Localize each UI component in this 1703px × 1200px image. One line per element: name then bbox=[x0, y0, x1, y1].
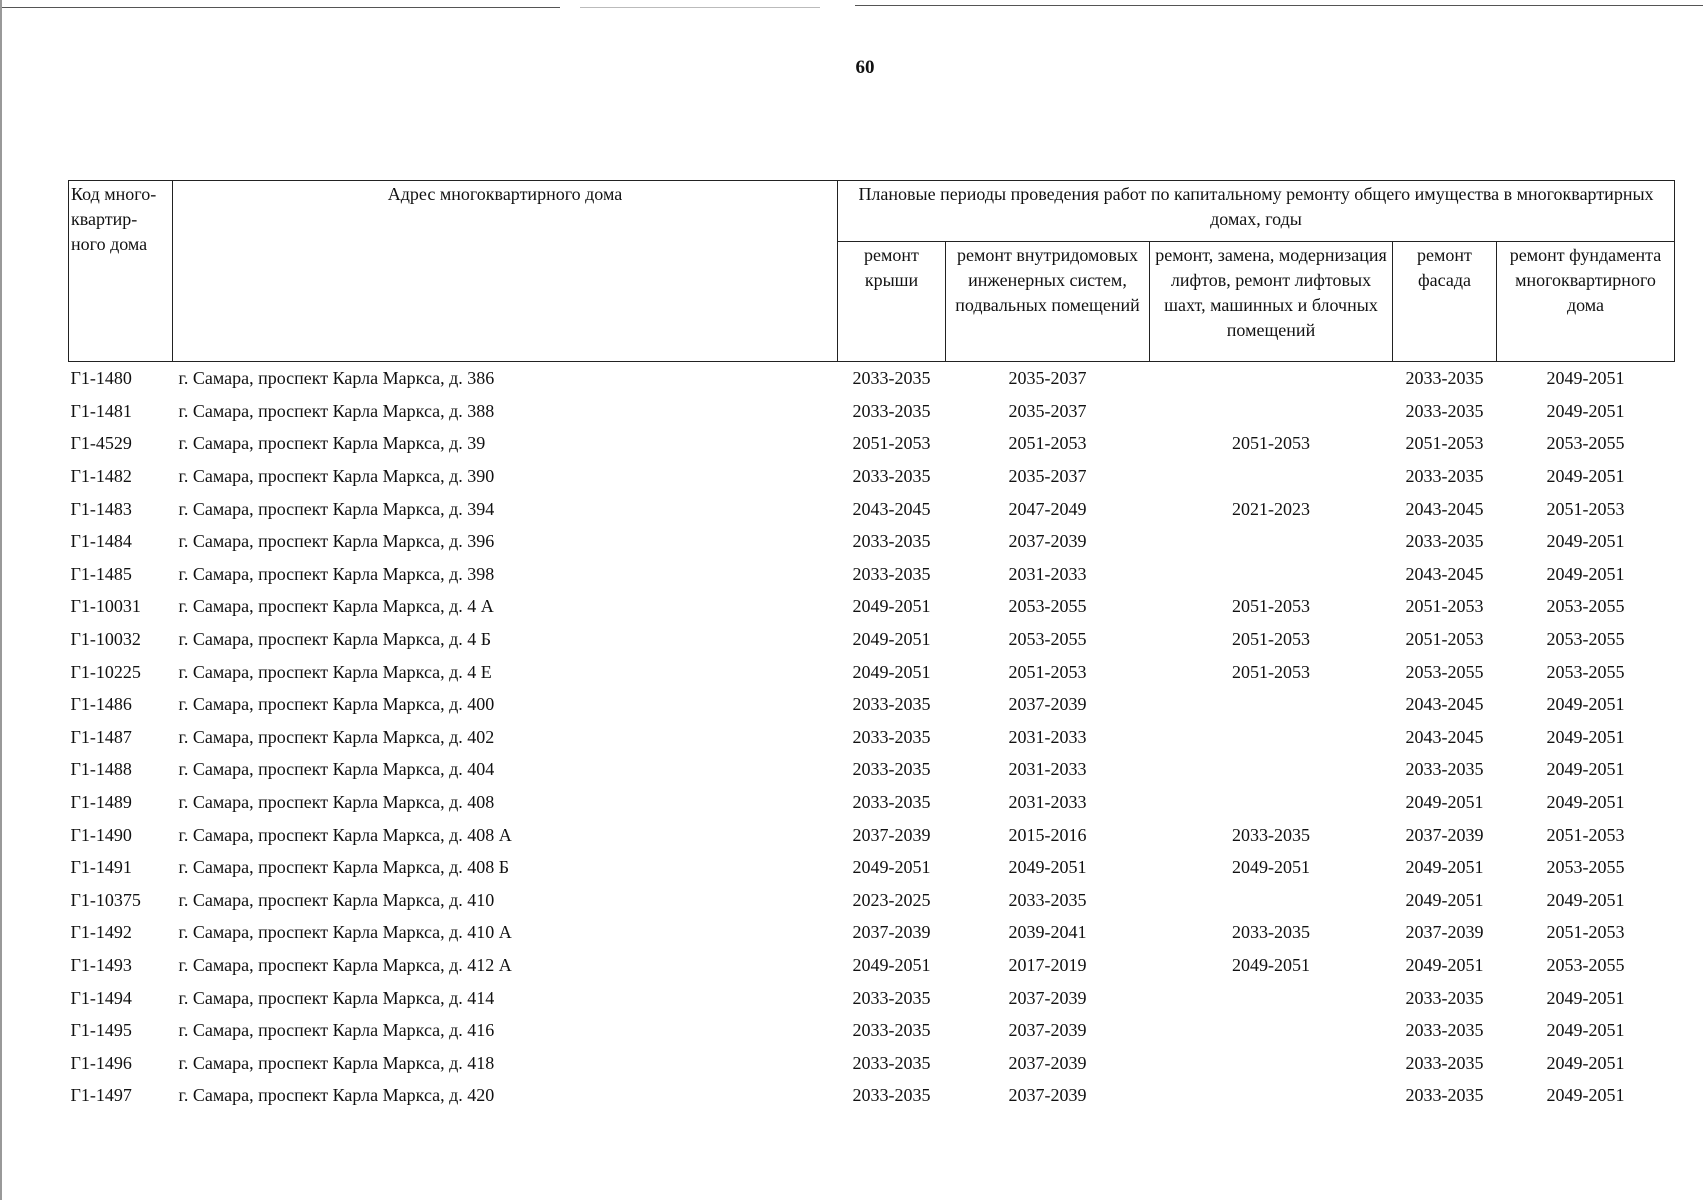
cell-roof: 2033-2035 bbox=[852, 563, 931, 584]
cell-engineering: 2035-2037 bbox=[1008, 368, 1087, 389]
table-row bbox=[69, 655, 1675, 688]
header-elevators: ремонт, замена, модернизация лифтов, ремонт лифтовых шахт, машинных и блочных помещений bbox=[1150, 242, 1393, 362]
cell-foundation: 2049-2051 bbox=[1546, 889, 1625, 910]
cell-facade: 2033-2035 bbox=[1405, 1020, 1484, 1041]
cell-code: Г1-1484 bbox=[70, 531, 132, 552]
cell-engineering: 2037-2039 bbox=[1008, 1085, 1087, 1106]
cell-roof: 2049-2051 bbox=[852, 954, 931, 975]
cell-roof: 2049-2051 bbox=[852, 661, 931, 682]
cell-address: г. Самара, проспект Карла Маркса, д. 410 bbox=[178, 889, 495, 910]
cell-elevators bbox=[1150, 721, 1393, 754]
cell-address: г. Самара, проспект Карла Маркса, д. 410 А bbox=[178, 922, 512, 943]
cell-elevators bbox=[1150, 753, 1393, 786]
cell-address: г. Самара, проспект Карла Маркса, д. 398 bbox=[178, 563, 495, 584]
table-row bbox=[69, 1079, 1675, 1112]
cell-facade: 2033-2035 bbox=[1405, 1052, 1484, 1073]
cell-code: Г1-10225 bbox=[70, 661, 141, 682]
scan-edge-line bbox=[855, 5, 1703, 6]
cell-foundation: 2049-2051 bbox=[1546, 987, 1625, 1008]
cell-address: г. Самара, проспект Карла Маркса, д. 4 Е bbox=[178, 661, 492, 682]
cell-roof: 2033-2035 bbox=[852, 531, 931, 552]
cell-elevators bbox=[1150, 688, 1393, 721]
cell-address: г. Самара, проспект Карла Маркса, д. 394 bbox=[178, 498, 495, 519]
cell-elevators: 2033-2035 bbox=[1232, 922, 1310, 943]
cell-address: г. Самара, проспект Карла Маркса, д. 400 bbox=[178, 694, 495, 715]
cell-code: Г1-4529 bbox=[70, 433, 132, 454]
cell-elevators bbox=[1150, 460, 1393, 493]
cell-address: г. Самара, проспект Карла Маркса, д. 402 bbox=[178, 726, 495, 747]
table-row bbox=[69, 395, 1675, 428]
table-row bbox=[69, 1046, 1675, 1079]
table-row bbox=[69, 362, 1675, 395]
header-periods: Плановые периоды проведения работ по капитальному ремонту общего имущества в многоквартирных домах, годы bbox=[838, 181, 1675, 242]
cell-engineering: 2031-2033 bbox=[1008, 792, 1087, 813]
cell-engineering: 2037-2039 bbox=[1008, 987, 1087, 1008]
table-row bbox=[69, 688, 1675, 721]
cell-code: Г1-1493 bbox=[70, 954, 132, 975]
cell-address: г. Самара, проспект Карла Маркса, д. 4 А bbox=[178, 596, 494, 617]
table-row bbox=[69, 786, 1675, 819]
cell-engineering: 2053-2055 bbox=[1008, 596, 1087, 617]
cell-facade: 2043-2045 bbox=[1405, 498, 1484, 519]
cell-roof: 2037-2039 bbox=[852, 922, 931, 943]
cell-roof: 2033-2035 bbox=[852, 1052, 931, 1073]
cell-roof: 2033-2035 bbox=[852, 1020, 931, 1041]
cell-code: Г1-10032 bbox=[70, 629, 141, 650]
cell-engineering: 2033-2035 bbox=[1008, 889, 1087, 910]
cell-elevators bbox=[1150, 786, 1393, 819]
cell-foundation: 2049-2051 bbox=[1546, 1020, 1625, 1041]
cell-code: Г1-1482 bbox=[70, 466, 132, 487]
cell-code: Г1-1488 bbox=[70, 759, 132, 780]
cell-address: г. Самара, проспект Карла Маркса, д. 404 bbox=[178, 759, 495, 780]
header-roof: ремонт крыши bbox=[838, 242, 946, 362]
cell-foundation: 2049-2051 bbox=[1546, 531, 1625, 552]
cell-facade: 2033-2035 bbox=[1405, 531, 1484, 552]
cell-engineering: 2031-2033 bbox=[1008, 563, 1087, 584]
cell-code: Г1-1487 bbox=[70, 726, 132, 747]
cell-engineering: 2053-2055 bbox=[1008, 629, 1087, 650]
cell-address: г. Самара, проспект Карла Маркса, д. 39 bbox=[178, 433, 486, 454]
header-code: Код много-квартир-ного дома bbox=[69, 181, 173, 362]
table-row bbox=[69, 949, 1675, 982]
cell-roof: 2033-2035 bbox=[852, 694, 931, 715]
cell-elevators: 2033-2035 bbox=[1232, 824, 1310, 845]
cell-roof: 2033-2035 bbox=[852, 400, 931, 421]
cell-foundation: 2053-2055 bbox=[1546, 596, 1625, 617]
header-foundation: ремонт фундамента многоквартирного дома bbox=[1497, 242, 1675, 362]
cell-engineering: 2031-2033 bbox=[1008, 759, 1087, 780]
header-engineering: ремонт внутридомовых инженерных систем, подвальных помещений bbox=[946, 242, 1150, 362]
header-address: Адрес многоквартирного дома bbox=[173, 181, 838, 362]
table-row bbox=[69, 721, 1675, 754]
cell-elevators: 2049-2051 bbox=[1232, 857, 1310, 878]
cell-code: Г1-1490 bbox=[70, 824, 132, 845]
header-facade: ремонт фасада bbox=[1393, 242, 1497, 362]
cell-foundation: 2053-2055 bbox=[1546, 629, 1625, 650]
cell-roof: 2049-2051 bbox=[852, 857, 931, 878]
cell-foundation: 2051-2053 bbox=[1546, 824, 1625, 845]
table-row bbox=[69, 460, 1675, 493]
table-row bbox=[69, 1014, 1675, 1047]
cell-engineering: 2047-2049 bbox=[1008, 498, 1087, 519]
cell-facade: 2033-2035 bbox=[1405, 759, 1484, 780]
cell-code: Г1-10375 bbox=[70, 889, 141, 910]
cell-address: г. Самара, проспект Карла Маркса, д. 388 bbox=[178, 400, 495, 421]
cell-engineering: 2037-2039 bbox=[1008, 1052, 1087, 1073]
cell-engineering: 2049-2051 bbox=[1008, 857, 1087, 878]
cell-elevators bbox=[1150, 884, 1393, 917]
cell-elevators: 2051-2053 bbox=[1232, 433, 1310, 454]
cell-engineering: 2015-2016 bbox=[1008, 824, 1087, 845]
table-row bbox=[69, 558, 1675, 591]
cell-code: Г1-1496 bbox=[70, 1052, 132, 1073]
cell-elevators: 2051-2053 bbox=[1232, 596, 1310, 617]
cell-elevators: 2051-2053 bbox=[1232, 661, 1310, 682]
cell-facade: 2051-2053 bbox=[1405, 596, 1484, 617]
cell-roof: 2049-2051 bbox=[852, 629, 931, 650]
cell-address: г. Самара, проспект Карла Маркса, д. 420 bbox=[178, 1085, 495, 1106]
cell-roof: 2049-2051 bbox=[852, 596, 931, 617]
cell-facade: 2033-2035 bbox=[1405, 987, 1484, 1008]
cell-roof: 2033-2035 bbox=[852, 1085, 931, 1106]
cell-code: Г1-1495 bbox=[70, 1020, 132, 1041]
cell-facade: 2033-2035 bbox=[1405, 1085, 1484, 1106]
table-row bbox=[69, 427, 1675, 460]
cell-elevators: 2051-2053 bbox=[1232, 629, 1310, 650]
cell-elevators bbox=[1150, 362, 1393, 395]
cell-code: Г1-1483 bbox=[70, 498, 132, 519]
cell-address: г. Самара, проспект Карла Маркса, д. 390 bbox=[178, 466, 495, 487]
cell-facade: 2037-2039 bbox=[1405, 922, 1484, 943]
cell-foundation: 2053-2055 bbox=[1546, 954, 1625, 975]
cell-elevators: 2021-2023 bbox=[1232, 498, 1310, 519]
cell-address: г. Самара, проспект Карла Маркса, д. 418 bbox=[178, 1052, 495, 1073]
page-number: 60 bbox=[855, 57, 875, 78]
scan-edge-line bbox=[580, 7, 820, 8]
cell-engineering: 2051-2053 bbox=[1008, 433, 1087, 454]
table-header bbox=[69, 181, 1675, 362]
cell-foundation: 2049-2051 bbox=[1546, 792, 1625, 813]
cell-engineering: 2037-2039 bbox=[1008, 531, 1087, 552]
cell-foundation: 2049-2051 bbox=[1546, 726, 1625, 747]
cell-code: Г1-1481 bbox=[70, 400, 132, 421]
cell-facade: 2033-2035 bbox=[1405, 368, 1484, 389]
table-row bbox=[69, 753, 1675, 786]
cell-facade: 2049-2051 bbox=[1405, 954, 1484, 975]
table-row bbox=[69, 590, 1675, 623]
cell-address: г. Самара, проспект Карла Маркса, д. 408 Б bbox=[178, 857, 510, 878]
cell-engineering: 2035-2037 bbox=[1008, 466, 1087, 487]
cell-address: г. Самара, проспект Карла Маркса, д. 412 А bbox=[178, 954, 512, 975]
cell-facade: 2049-2051 bbox=[1405, 889, 1484, 910]
repair-schedule-table-container bbox=[68, 180, 1675, 1112]
cell-engineering: 2051-2053 bbox=[1008, 661, 1087, 682]
cell-elevators bbox=[1150, 1014, 1393, 1047]
table-row bbox=[69, 884, 1675, 917]
cell-foundation: 2053-2055 bbox=[1546, 433, 1625, 454]
cell-foundation: 2049-2051 bbox=[1546, 368, 1625, 389]
cell-roof: 2033-2035 bbox=[852, 759, 931, 780]
table-row bbox=[69, 525, 1675, 558]
cell-code: Г1-1494 bbox=[70, 987, 132, 1008]
table-row bbox=[69, 916, 1675, 949]
cell-code: Г1-10031 bbox=[70, 596, 141, 617]
cell-engineering: 2037-2039 bbox=[1008, 694, 1087, 715]
cell-facade: 2037-2039 bbox=[1405, 824, 1484, 845]
table-row bbox=[69, 981, 1675, 1014]
cell-code: Г1-1497 bbox=[70, 1085, 132, 1106]
cell-roof: 2033-2035 bbox=[852, 466, 931, 487]
repair-schedule-table bbox=[68, 180, 1675, 1112]
cell-elevators bbox=[1150, 981, 1393, 1014]
cell-foundation: 2051-2053 bbox=[1546, 498, 1625, 519]
cell-code: Г1-1489 bbox=[70, 792, 132, 813]
cell-facade: 2049-2051 bbox=[1405, 792, 1484, 813]
cell-foundation: 2053-2055 bbox=[1546, 661, 1625, 682]
cell-foundation: 2049-2051 bbox=[1546, 759, 1625, 780]
table-row bbox=[69, 623, 1675, 656]
cell-address: г. Самара, проспект Карла Маркса, д. 396 bbox=[178, 531, 495, 552]
table-row bbox=[69, 492, 1675, 525]
cell-code: Г1-1492 bbox=[70, 922, 132, 943]
cell-foundation: 2053-2055 bbox=[1546, 857, 1625, 878]
cell-elevators bbox=[1150, 558, 1393, 591]
cell-foundation: 2049-2051 bbox=[1546, 466, 1625, 487]
cell-facade: 2053-2055 bbox=[1405, 661, 1484, 682]
cell-facade: 2049-2051 bbox=[1405, 857, 1484, 878]
cell-roof: 2023-2025 bbox=[852, 889, 931, 910]
cell-facade: 2043-2045 bbox=[1405, 694, 1484, 715]
cell-foundation: 2049-2051 bbox=[1546, 400, 1625, 421]
cell-facade: 2051-2053 bbox=[1405, 433, 1484, 454]
cell-elevators: 2049-2051 bbox=[1232, 954, 1310, 975]
cell-facade: 2043-2045 bbox=[1405, 563, 1484, 584]
cell-code: Г1-1486 bbox=[70, 694, 132, 715]
cell-roof: 2037-2039 bbox=[852, 824, 931, 845]
cell-elevators bbox=[1150, 395, 1393, 428]
cell-foundation: 2049-2051 bbox=[1546, 1052, 1625, 1073]
cell-address: г. Самара, проспект Карла Маркса, д. 386 bbox=[178, 368, 495, 389]
cell-address: г. Самара, проспект Карла Маркса, д. 4 Б bbox=[178, 629, 492, 650]
cell-roof: 2033-2035 bbox=[852, 726, 931, 747]
cell-facade: 2043-2045 bbox=[1405, 726, 1484, 747]
cell-address: г. Самара, проспект Карла Маркса, д. 416 bbox=[178, 1020, 495, 1041]
cell-engineering: 2039-2041 bbox=[1008, 922, 1087, 943]
cell-address: г. Самара, проспект Карла Маркса, д. 408 bbox=[178, 792, 495, 813]
cell-elevators bbox=[1150, 525, 1393, 558]
cell-facade: 2051-2053 bbox=[1405, 629, 1484, 650]
cell-elevators bbox=[1150, 1046, 1393, 1079]
cell-roof: 2043-2045 bbox=[852, 498, 931, 519]
cell-address: г. Самара, проспект Карла Маркса, д. 408 А bbox=[178, 824, 512, 845]
cell-engineering: 2017-2019 bbox=[1008, 954, 1087, 975]
table-row bbox=[69, 851, 1675, 884]
cell-roof: 2033-2035 bbox=[852, 987, 931, 1008]
cell-facade: 2033-2035 bbox=[1405, 400, 1484, 421]
cell-code: Г1-1485 bbox=[70, 563, 132, 584]
cell-engineering: 2037-2039 bbox=[1008, 1020, 1087, 1041]
cell-roof: 2033-2035 bbox=[852, 792, 931, 813]
scan-edge-line bbox=[0, 7, 560, 8]
scan-left-edge bbox=[0, 0, 2, 1200]
cell-code: Г1-1480 bbox=[70, 368, 132, 389]
cell-facade: 2033-2035 bbox=[1405, 466, 1484, 487]
cell-engineering: 2031-2033 bbox=[1008, 726, 1087, 747]
table-row bbox=[69, 818, 1675, 851]
cell-roof: 2051-2053 bbox=[852, 433, 931, 454]
cell-elevators bbox=[1150, 1079, 1393, 1112]
cell-foundation: 2049-2051 bbox=[1546, 694, 1625, 715]
cell-code: Г1-1491 bbox=[70, 857, 132, 878]
cell-engineering: 2035-2037 bbox=[1008, 400, 1087, 421]
cell-foundation: 2051-2053 bbox=[1546, 922, 1625, 943]
cell-foundation: 2049-2051 bbox=[1546, 563, 1625, 584]
cell-address: г. Самара, проспект Карла Маркса, д. 414 bbox=[178, 987, 495, 1008]
table-body bbox=[69, 362, 1675, 1112]
cell-roof: 2033-2035 bbox=[852, 368, 931, 389]
cell-foundation: 2049-2051 bbox=[1546, 1085, 1625, 1106]
